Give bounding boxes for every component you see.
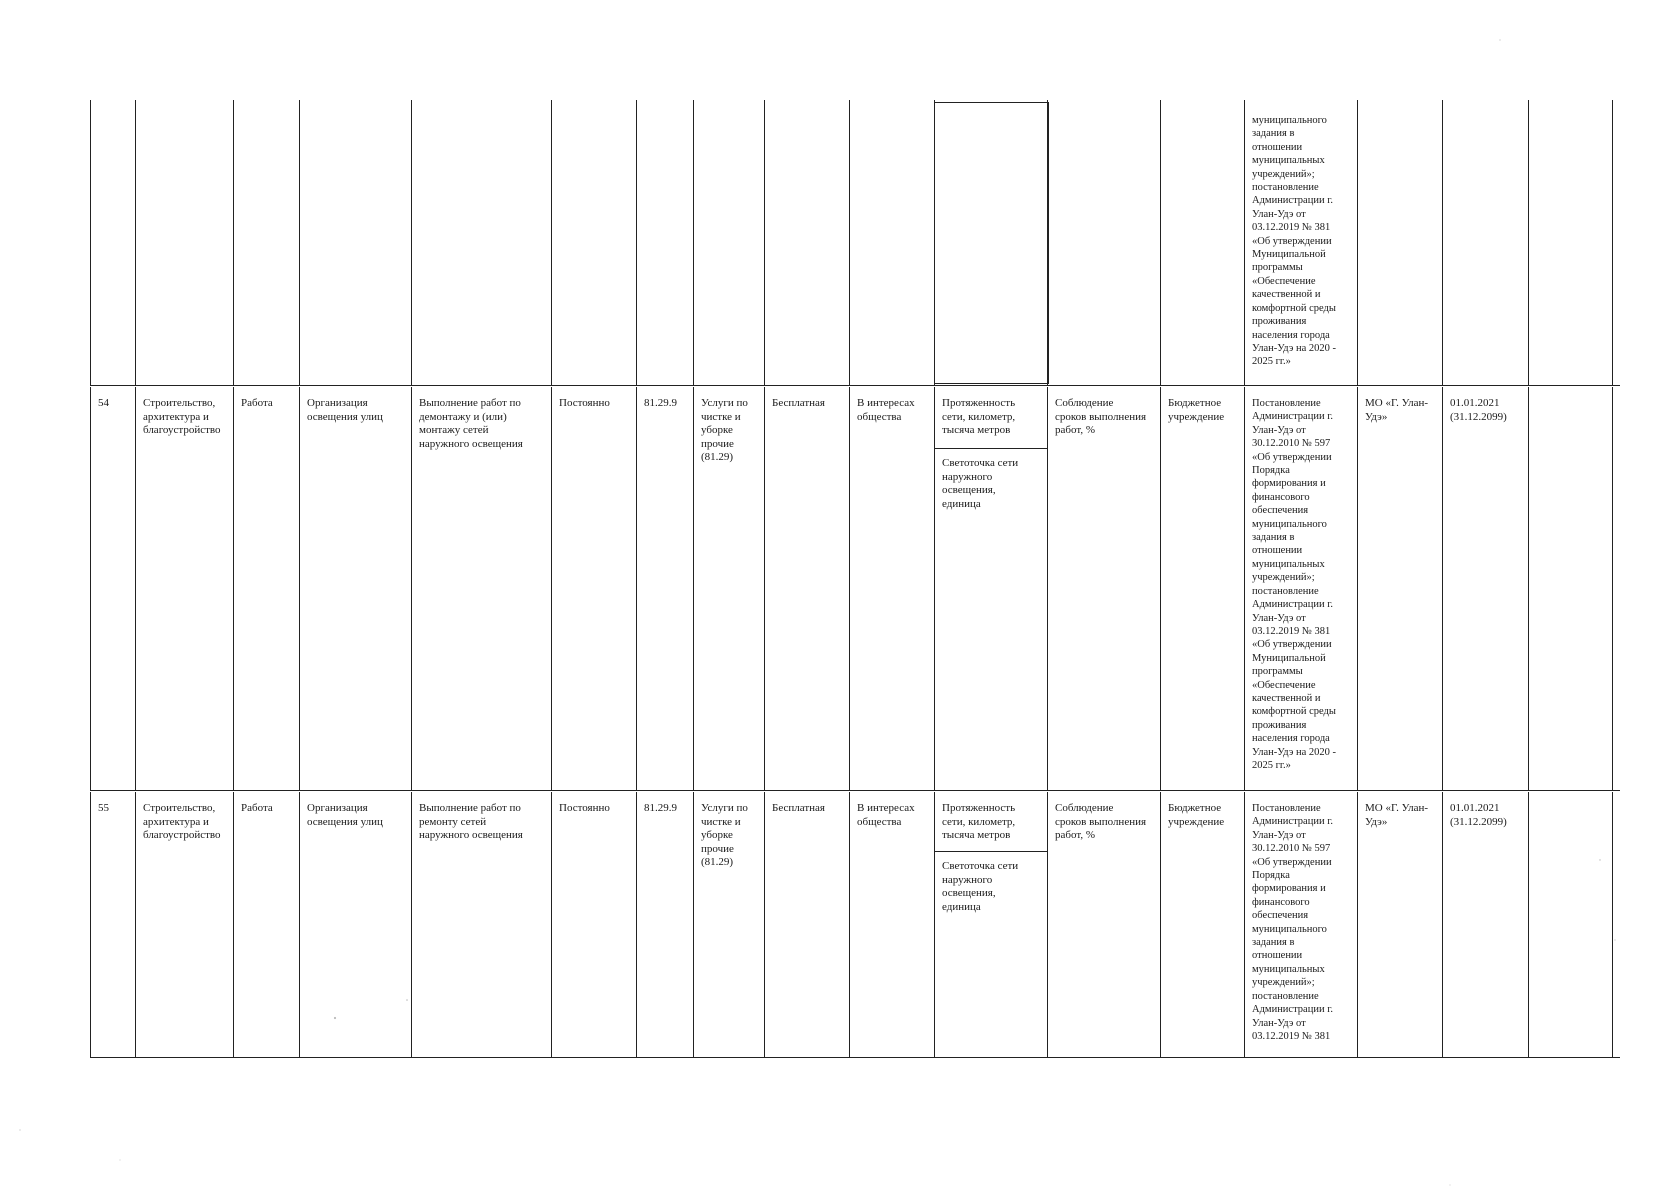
activity-cell: Организация освещения улиц (299, 387, 411, 790)
institution-cell: Бюджетное учреждение (1160, 387, 1244, 790)
founder-cell: МО «Г. Улан- Удэ» (1357, 387, 1442, 790)
col-note (1528, 100, 1613, 385)
dates-cell: 01.01.2021 (31.12.2099) (1442, 792, 1528, 1057)
table-row-continuation (90, 100, 1620, 386)
volume-indicator-length: Протяженность сети, километр, тысяча метров (935, 387, 1047, 449)
col-sector (135, 100, 233, 385)
work-cell: Выполнение работ по демонтажу и (или) монтажу сетей наружного освещения (411, 387, 551, 790)
col-num (90, 100, 135, 385)
table-row (90, 387, 1620, 791)
row-number: 54 (90, 387, 135, 790)
note-cell (1528, 387, 1613, 790)
kind-cell: Работа (233, 792, 299, 1057)
col-consumers (849, 100, 934, 385)
okved-cell: 81.29.9 (636, 387, 693, 790)
founder-cell: МО «Г. Улан- Удэ» (1357, 792, 1442, 1057)
col-legal-basis: муниципального задания в отношении муниципальных учреждений»; постановление Администрации г. Улан-Удэ от 03.12.2019 № 381 «Об утверждении Муниципальной программы «Обеспечение качественной и комфортной среды проживания населения города Улан-Удэ на 2020 - 2025 гг.» (1244, 100, 1357, 385)
work-cell: Выполнение работ по ремонту сетей наружного освещения (411, 792, 551, 1057)
quality-cell: Соблюдение сроков выполнения работ, % (1047, 387, 1160, 790)
note-cell (1528, 792, 1613, 1057)
okpd-cell: Услуги по чистке и уборке прочие (81.29) (693, 792, 764, 1057)
col-periodicity (551, 100, 636, 385)
col-price (764, 100, 849, 385)
col-quality (1047, 100, 1160, 385)
volume-subcell-box (934, 102, 1049, 384)
price-cell: Бесплатная (764, 387, 849, 790)
legal-basis-cell: Постановление Администрации г. Улан-Удэ от 30.12.2010 № 597 «Об утверждении Порядка формирования и финансового обеспечения муниципального задания в отношении муниципальных учреждений»; постановление Администрации г. Улан-Удэ от 03.12.2019 № 381 «Об утверждении Муниципальной программы «Обеспечение качественной и комфортной среды проживания населения города Улан-Удэ на 2020 - 2025 гг.» (1244, 387, 1357, 790)
col-work (411, 100, 551, 385)
sector-cell: Строительство, архитектура и благоустройство (135, 387, 233, 790)
quality-cell: Соблюдение сроков выполнения работ, % (1047, 792, 1160, 1057)
col-institution (1160, 100, 1244, 385)
col-founder (1357, 100, 1442, 385)
volume-cell (934, 387, 1047, 790)
kind-cell: Работа (233, 387, 299, 790)
legal-basis-cell: Постановление Администрации г. Улан-Удэ от 30.12.2010 № 597 «Об утверждении Порядка формирования и финансового обеспечения муниципального задания в отношении муниципальных учреждений»; постановление Администрации г. Улан-Удэ от 03.12.2019 № 381 (1244, 792, 1357, 1057)
col-volume (934, 100, 1047, 385)
consumers-cell: В интересах общества (849, 387, 934, 790)
col-dates (1442, 100, 1528, 385)
col-activity (299, 100, 411, 385)
price-cell: Бесплатная (764, 792, 849, 1057)
activity-cell: Организация освещения улиц (299, 792, 411, 1057)
okpd-cell: Услуги по чистке и уборке прочие (81.29) (693, 387, 764, 790)
volume-indicator-lightpoint: Светоточка сети наружного освещения, единица (942, 860, 1019, 913)
col-kind (233, 100, 299, 385)
volume-indicator-lightpoint: Светоточка сети наружного освещения, единица (942, 457, 1019, 510)
institution-cell: Бюджетное учреждение (1160, 792, 1244, 1057)
col-okpd (693, 100, 764, 385)
okved-cell: 81.29.9 (636, 792, 693, 1057)
table-row (90, 792, 1620, 1058)
col-okved (636, 100, 693, 385)
periodicity-cell: Постоянно (551, 387, 636, 790)
periodicity-cell: Постоянно (551, 792, 636, 1057)
volume-indicator-length: Протяженность сети, километр, тысяча метров (935, 792, 1047, 852)
dates-cell: 01.01.2021 (31.12.2099) (1442, 387, 1528, 790)
volume-cell (934, 792, 1047, 1057)
sector-cell: Строительство, архитектура и благоустройство (135, 792, 233, 1057)
row-number: 55 (90, 792, 135, 1057)
consumers-cell: В интересах общества (849, 792, 934, 1057)
